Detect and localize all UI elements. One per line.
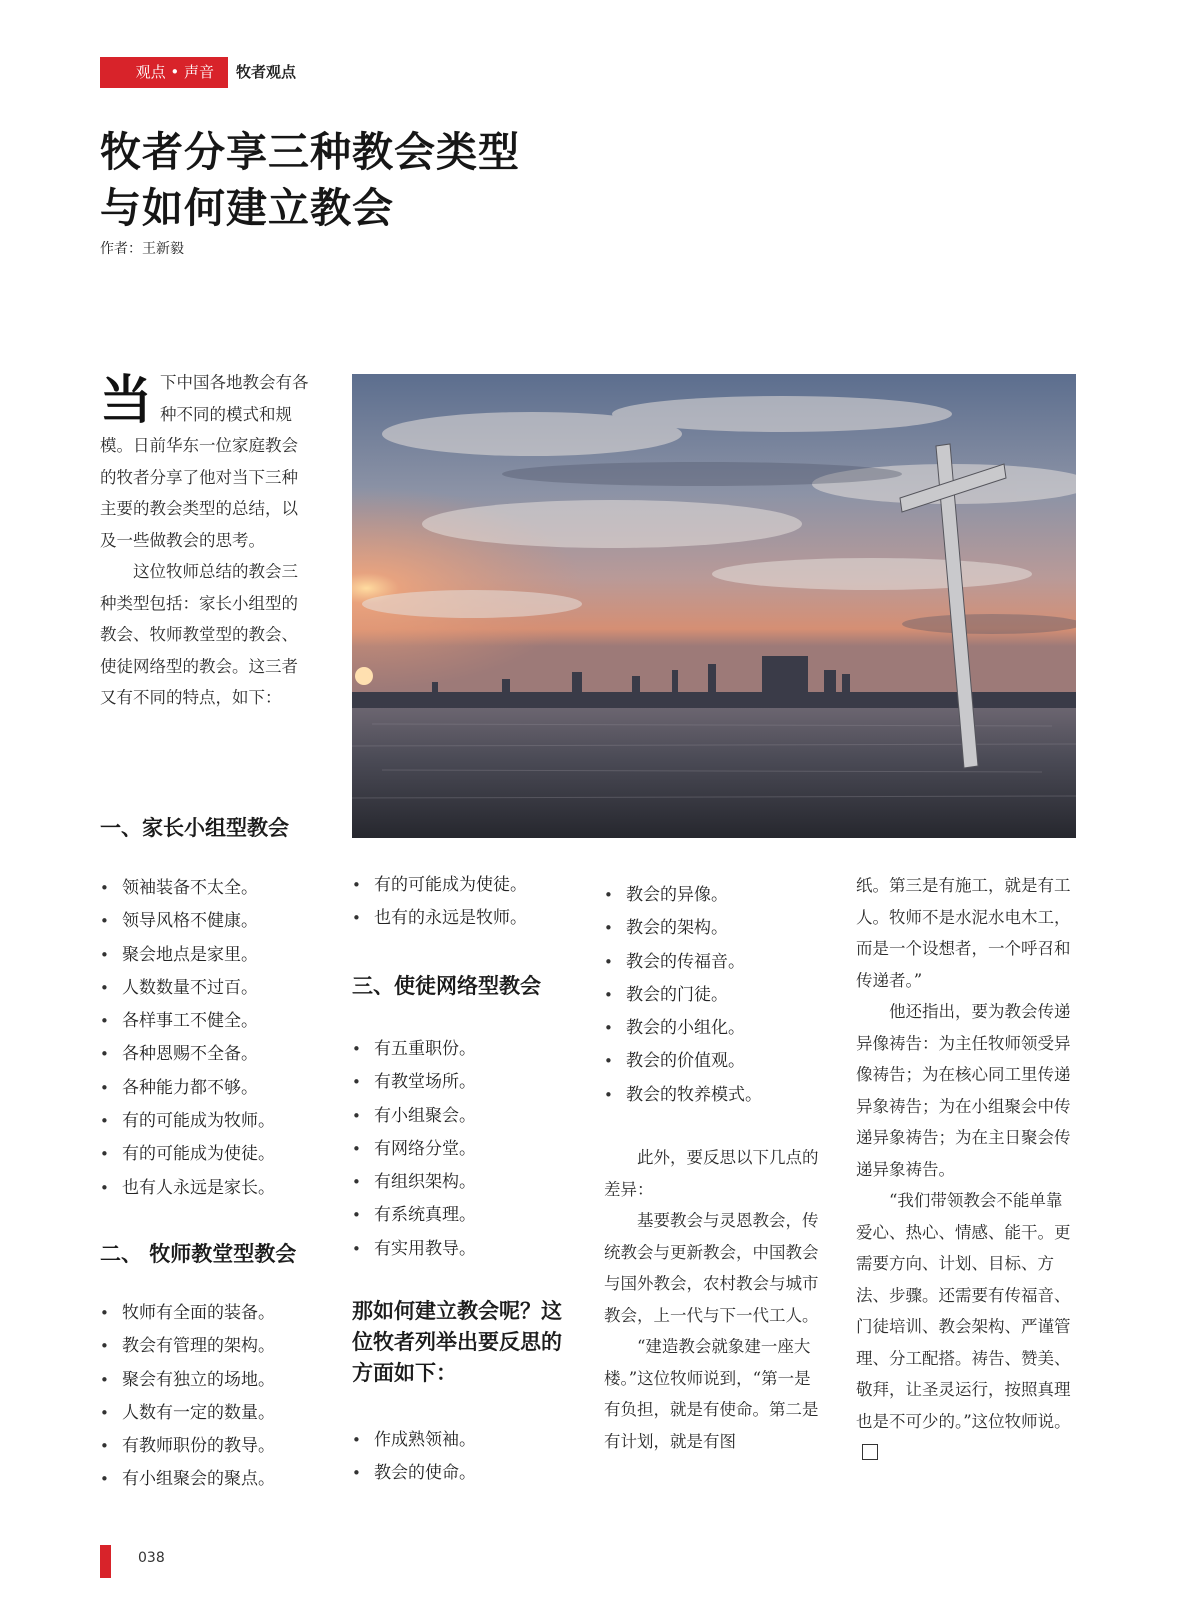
list-item: • 有组织架构。: [352, 1166, 582, 1199]
list-item: • 有实用教导。: [352, 1233, 582, 1266]
article-title: [100, 124, 520, 236]
list-item: • 也有人永远是家长。: [100, 1172, 330, 1205]
column3-text: [604, 1142, 822, 1457]
section1-list: [100, 872, 330, 1205]
intro-paragraph-1: 下中国各地教会有各种不同的模式和规模。日前华东一位家庭教会的牧者分享了他对当下三种主要的教会类型的总结，以及一些做教会的思考。: [100, 373, 309, 550]
list-item: • 有的可能成为使徒。: [100, 1138, 330, 1171]
list-item: • 教会的异像。: [604, 879, 834, 912]
col3-paragraph-1: 此外，要反思以下几点的差异：: [604, 1148, 819, 1199]
list-item: • 也有的永远是牧师。: [352, 902, 582, 935]
col4-paragraph-1: 纸。第三是有施工，就是有工人。牧师不是水泥水电木工，而是一个设想者，一个呼召和传递者。”: [856, 876, 1071, 990]
end-mark-icon: [862, 1444, 878, 1460]
section1-heading: 一、家长小组型教会: [100, 816, 289, 840]
list-item: • 作成熟领袖。: [352, 1424, 582, 1457]
list-item: • 有教师职份的教导。: [100, 1430, 330, 1463]
list-item: • 教会的小组化。: [604, 1012, 834, 1045]
list-item: • 各样事工不健全。: [100, 1005, 330, 1038]
list-item: • 有五重职份。: [352, 1033, 582, 1066]
section3-list: [352, 1033, 582, 1266]
section2-heading: 二、 牧师教堂型教会: [100, 1242, 297, 1266]
list-item: • 有的可能成为使徒。: [352, 869, 582, 902]
list-item: • 人数有一定的数量。: [100, 1397, 330, 1430]
list-item: • 教会的使命。: [352, 1457, 582, 1490]
list-item: • 教会的传福音。: [604, 946, 834, 979]
list-item: • 各种恩赐不全备。: [100, 1038, 330, 1071]
section2-list: [100, 1297, 330, 1497]
col4-paragraph-3: [856, 1185, 1076, 1469]
col4-paragraph-3-text: “我们带领教会不能单靠爱心、热心、情感、能干。更需要方向、计划、目标、方法、步骤。还需要有传福音、门徒培训、教会架构、严谨管理、分工配搭。祷告、赞美、敬拜，让圣灵运行，按照真理也是不可少的。”这位牧师说。: [856, 1191, 1071, 1431]
section4-list: [352, 1424, 582, 1491]
drop-cap: 当: [100, 371, 153, 431]
cross-sunset-photo: [352, 374, 1076, 838]
list-item: • 领导风格不健康。: [100, 905, 330, 938]
list-item: • 有的可能成为牧师。: [100, 1105, 330, 1138]
list-item: • 人数数量不过百。: [100, 972, 330, 1005]
intro-paragraph-2: 这位牧师总结的教会三种类型包括：家长小组型的教会、牧师教堂型的教会、使徒网络型的教会。这三者又有不同的特点，如下：: [100, 562, 298, 707]
section4-heading: 那如何建立教会呢？这位牧者列举出要反思的方面如下：: [352, 1299, 562, 1385]
byline: 作者：王新毅: [100, 241, 184, 257]
list-item: • 有小组聚会的聚点。: [100, 1463, 330, 1496]
section-tag: 观点 • 声音: [100, 57, 228, 88]
section4-list-continued: [604, 879, 834, 1112]
list-item: • 各种能力都不够。: [100, 1072, 330, 1105]
list-item: • 聚会有独立的场地。: [100, 1364, 330, 1397]
section2-list-continued: [352, 869, 582, 936]
col3-paragraph-2: 基要教会与灵恩教会，传统教会与更新教会，中国教会与国外教会，农村教会与城市教会，上一代与下一代工人。: [604, 1211, 819, 1325]
list-item: • 教会有管理的架构。: [100, 1330, 330, 1363]
intro-text: [100, 367, 314, 714]
title-line-2: 与如何建立教会: [100, 184, 394, 232]
list-item: • 领袖装备不太全。: [100, 872, 330, 905]
list-item: • 有小组聚会。: [352, 1100, 582, 1133]
list-item: • 教会的架构。: [604, 912, 834, 945]
title-line-1: 牧者分享三种教会类型: [100, 128, 520, 176]
list-item: • 聚会地点是家里。: [100, 939, 330, 972]
section3-heading: 三、使徒网络型教会: [352, 974, 541, 998]
page-number: 038: [138, 1550, 165, 1566]
list-item: • 有网络分堂。: [352, 1133, 582, 1166]
col3-paragraph-3: “建造教会就象建一座大楼。”这位牧师说到，“第一是有负担，就是有使命。第二是有计划，就是有图: [604, 1337, 819, 1451]
footer-accent-bar: [100, 1545, 111, 1578]
list-item: • 有系统真理。: [352, 1199, 582, 1232]
photo-illustration: [352, 374, 1076, 838]
list-item: • 教会的门徒。: [604, 979, 834, 1012]
list-item: • 教会的价值观。: [604, 1045, 834, 1078]
list-item: • 有教堂场所。: [352, 1066, 582, 1099]
list-item: • 牧师有全面的装备。: [100, 1297, 330, 1330]
list-item: • 教会的牧养模式。: [604, 1079, 834, 1112]
column4-text: [856, 870, 1076, 1469]
section-subtitle: 牧者观点: [236, 63, 297, 81]
col4-paragraph-2: 他还指出，要为教会传递异像祷告：为主任牧师领受异像祷告；为在核心同工里传递异象祷告；为在小组聚会中传递异象祷告；为在主日聚会传递异象祷告。: [856, 1002, 1071, 1179]
